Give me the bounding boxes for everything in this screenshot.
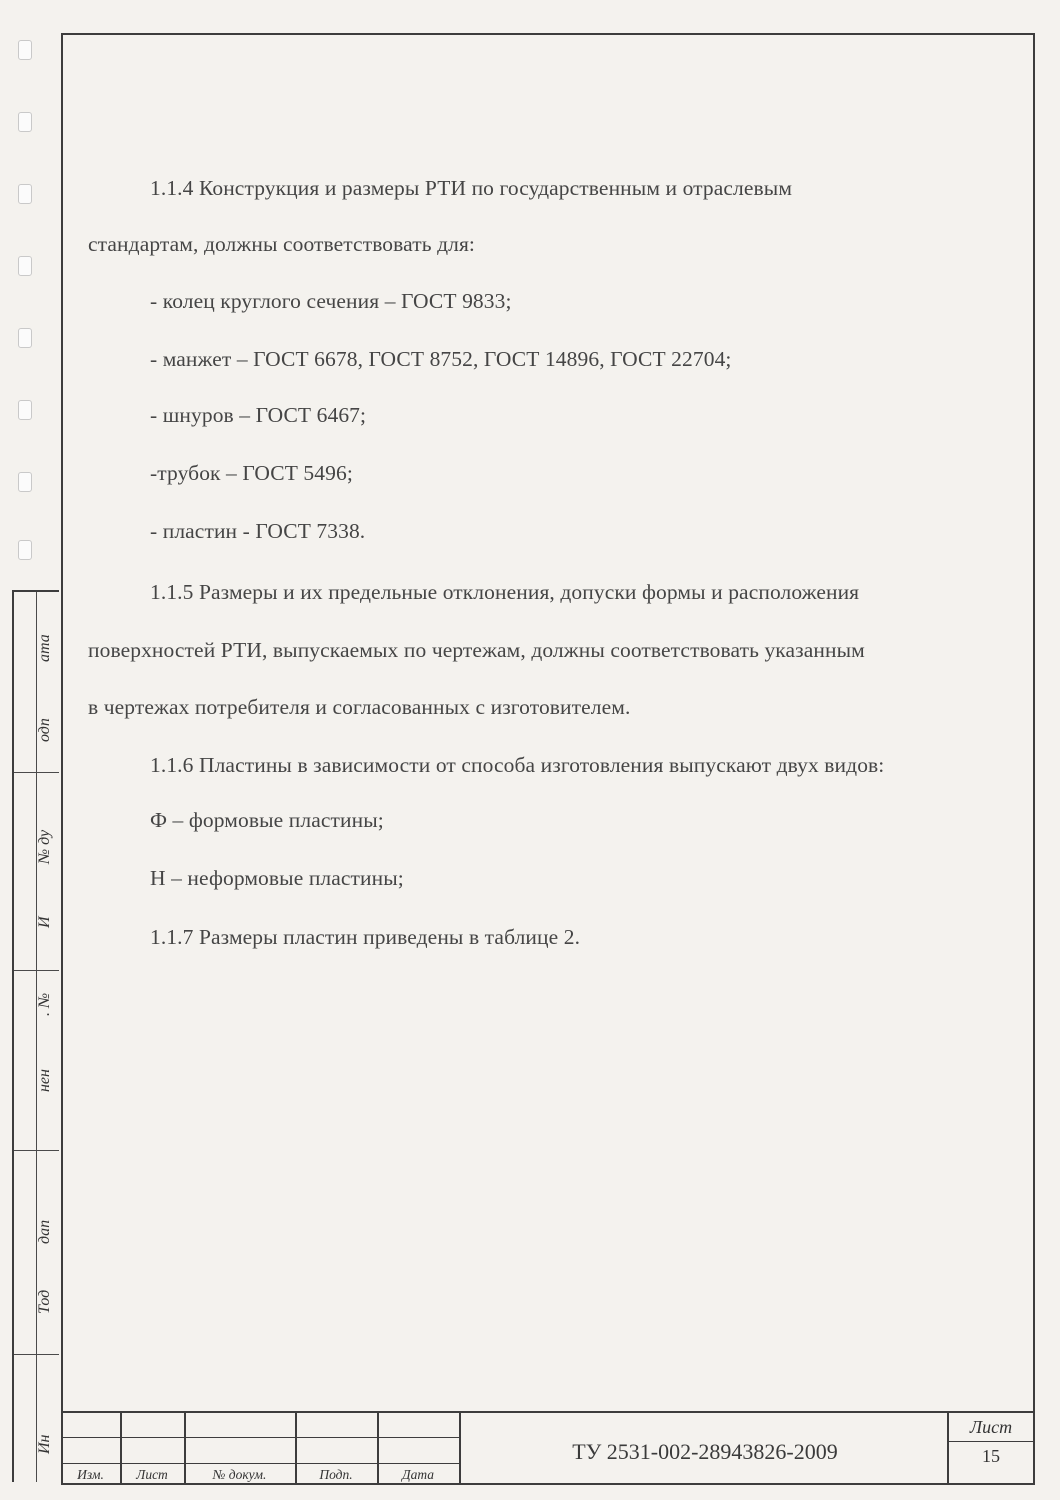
- paragraph: стандартам, должны соответствовать для:: [88, 232, 476, 256]
- side-label: нен: [36, 1069, 53, 1092]
- title-block: [61, 1411, 1035, 1485]
- side-label: . №: [36, 992, 53, 1016]
- side-label: дап: [36, 1219, 53, 1244]
- paragraph: в чертежах потребителя и согласованных с изготовителем.: [88, 695, 631, 719]
- binding-hole: [18, 256, 32, 276]
- list-item: -трубок – ГОСТ 5496;: [150, 461, 353, 485]
- sheet-label: Лист: [969, 1417, 1013, 1437]
- side-stamp: [12, 590, 59, 1482]
- binding-hole: [18, 112, 32, 132]
- binding-hole: [18, 184, 32, 204]
- side-label: одп: [36, 718, 53, 742]
- list-item: Ф – формовые пластины;: [150, 808, 384, 832]
- binding-hole: [18, 40, 32, 60]
- side-label: № ду: [36, 829, 53, 864]
- binding-hole: [18, 540, 32, 560]
- paragraph: 1.1.4 Конструкция и размеры РТИ по государственным и отраслевым: [150, 176, 793, 200]
- binding-hole: [18, 400, 32, 420]
- side-label: ата: [36, 634, 53, 662]
- list-item: Н – неформовые пластины;: [150, 866, 404, 890]
- col-label-izm: Изм.: [77, 1467, 104, 1482]
- list-item: - шнуров – ГОСТ 6467;: [150, 403, 367, 427]
- list-item: - манжет – ГОСТ 6678, ГОСТ 8752, ГОСТ 14896, ГОСТ 22704;: [150, 347, 732, 371]
- paragraph: 1.1.7 Размеры пластин приведены в таблице 2.: [150, 925, 581, 949]
- binding-hole: [18, 472, 32, 492]
- list-item: - колец круглого сечения – ГОСТ 9833;: [150, 289, 512, 313]
- sheet-number: 15: [982, 1446, 1000, 1466]
- paragraph: поверхностей РТИ, выпускаемых по чертежам, должны соответствовать указанным: [88, 638, 865, 662]
- col-label-list: Лист: [136, 1467, 168, 1482]
- col-label-doc: № докум.: [212, 1467, 267, 1482]
- side-label: Тод: [36, 1289, 53, 1314]
- paragraph: 1.1.5 Размеры и их предельные отклонения, допуски формы и расположения: [150, 580, 860, 604]
- document-code: ТУ 2531-002-28943826-2009: [572, 1439, 838, 1464]
- side-label: Ин: [36, 1434, 53, 1454]
- side-label: И: [36, 916, 53, 928]
- list-item: - пластин - ГОСТ 7338.: [150, 519, 366, 543]
- paragraph: 1.1.6 Пластины в зависимости от способа изготовления выпускают двух видов:: [150, 753, 885, 777]
- col-label-date: Дата: [401, 1467, 434, 1482]
- col-label-sign: Подп.: [319, 1467, 353, 1482]
- binding-hole: [18, 328, 32, 348]
